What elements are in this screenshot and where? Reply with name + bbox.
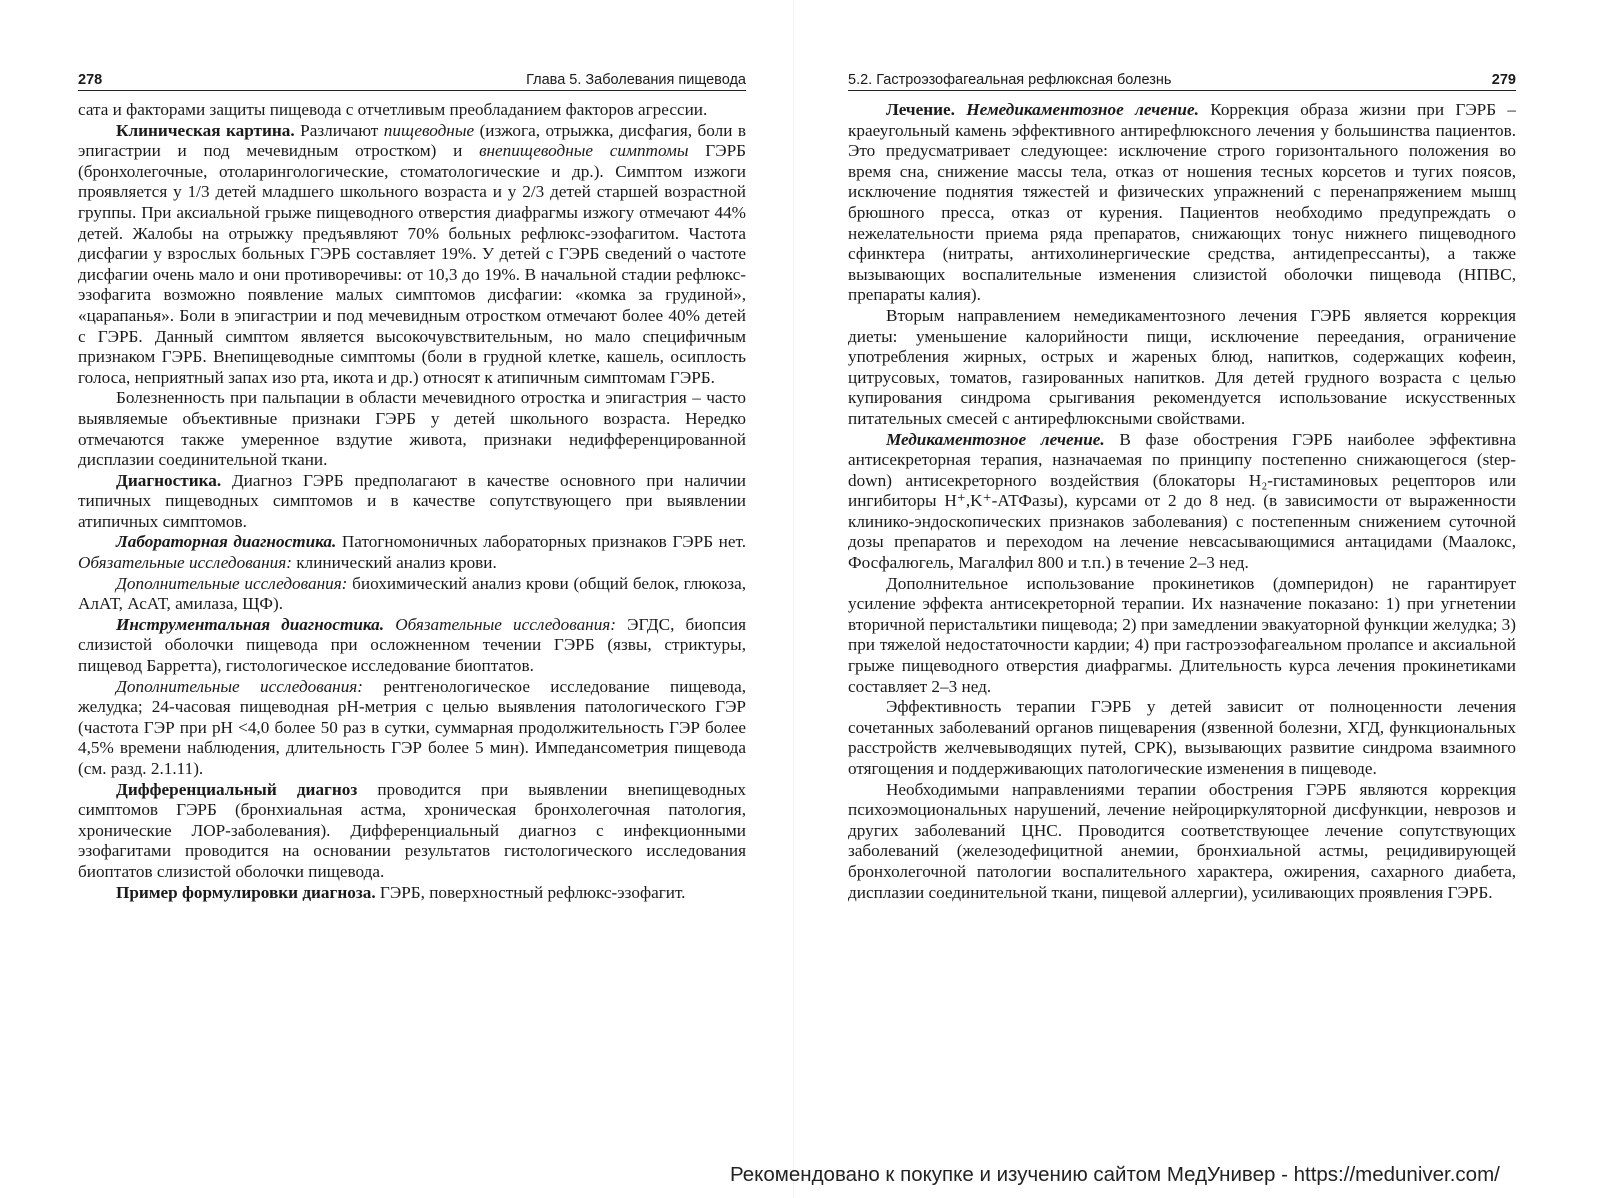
paragraph	[848, 574, 1516, 698]
paragraph	[78, 780, 746, 883]
paragraph	[78, 574, 746, 615]
text-run: ЭГДС, биопсия слизистой оболочки пищевода при осложненном течении ГЭРБ (язвы, стриктуры, пищевод Барретта), гистологическое исследование биоптатов.	[78, 614, 746, 676]
paragraph	[848, 100, 1516, 306]
paragraph	[78, 615, 746, 677]
paragraph	[78, 388, 746, 470]
emphasized-text: Клиническая картина.	[116, 120, 295, 140]
paragraph	[78, 471, 746, 533]
left-page	[78, 72, 746, 903]
right-section-title: 5.2. Гастроэзофагеальная рефлюксная болезнь	[848, 72, 1172, 88]
text-run: Диагноз ГЭРБ предполагают в качестве основного при наличии типичных пищеводных симптомов и в качестве сопутствующего при выявлении атипичных симптомов.	[78, 470, 746, 531]
text-run: рентгенологическое исследование пищевода, желудка; 24-часовая пищеводная pH-метрия с целью выявления патологического ГЭР (частота ГЭР при pH <4,0 более 50 раз в сутки, суммарная продолжительность ГЭР более 4,5% времени наблюдения, длительность ГЭР более 5 мин). Импедансометрия пищевода (см. разд. 2.1.11).	[78, 676, 746, 778]
text-run: Дополнительное использование прокинетиков (домперидон) не гарантирует усиление эффекта антисекреторной терапии. Их назначение показано: 1) при угнетении вторичной перистальтики пищевода; 2) при замедлении эвакуаторной функции желудка; 3) при тяжелой недостаточности кардии; 4) при гастроэзофагеальном пролапсе и аксиальной грыже пищеводного отверстия диафрагмы. Длительность курса лечения прокинетиками составляет 2–3 нед.	[848, 573, 1516, 696]
emphasized-text: Пример формулировки диагноза.	[116, 882, 376, 902]
emphasized-text: внепищеводные симптомы	[479, 141, 689, 161]
paragraph	[78, 883, 746, 904]
paragraph	[78, 677, 746, 780]
paragraph	[848, 780, 1516, 904]
text-run	[384, 615, 395, 634]
text-run: Болезненность при пальпации в области мечевидного отростка и эпигастрия – часто выявляемые объективные признаки ГЭРБ у детей школьного возраста. Нередко отмечаются также умеренное вздутие живота, признаки недифференцированной дисплазии соединительной ткани.	[78, 388, 746, 470]
text-run: (изжога, отрыжка, дисфагия, боли в эпигастрии и под мечевидным отростком) и	[78, 120, 746, 161]
paragraph	[78, 532, 746, 573]
right-page-body	[848, 100, 1516, 903]
text-run: Необходимыми направлениями терапии обострения ГЭРБ являются коррекция психоэмоциональных нарушений, лечение нейроциркуляторной дисфункции, неврозов и других заболеваний ЦНС. Проводится соответствующее лечение сопутствующих заболеваний (железодефицитной анемии, бронхиальной астмы, рецидивирующей бронхолегочной патологии воспалительного характера, ожирения, сахарного диабета, дисплазии соединительной ткани, пищевой аллергии), усиливающих проявления ГЭРБ.	[848, 779, 1516, 902]
text-run: биохимический анализ крови (общий белок, глюкоза, АлАТ, АсАТ, амилаза, ЩФ).	[78, 573, 746, 614]
emphasized-text: Медикаментозное лечение.	[886, 429, 1105, 449]
left-running-head	[78, 72, 746, 91]
text-run: Эффективность терапии ГЭРБ у детей зависит от полноценности лечения сочетанных заболеваний органов пищеварения (язвенной болезни, ХГД, функциональных расстройств желчевыводящих путей, СРК), вызывающих развитие синдрома взаимного отягощения и поддерживающих патологические изменения в пищеводе.	[848, 697, 1516, 778]
paragraph	[78, 100, 746, 121]
text-run: Патогномоничных лабораторных признаков ГЭРБ нет.	[336, 532, 746, 552]
text-run: ГЭРБ (бронхолегочные, отоларингологические, стоматологические и др.). Симптом изжоги проявляется у 1/3 детей младшего школьного возраста и у 2/3 детей старшей возрастной группы. При аксиальной грыже пищеводного отверстия диафрагмы изжогу отмечают 44% детей. Жалобы на отрыжку предъявляют 70% больных рефлюкс-эзофагитом. Частота дисфагии у взрослых больных ГЭРБ составляет 19%. У детей с ГЭРБ сведений о частоте дисфагии очень мало и они противоречивы: от 10,3 до 19%. В начальной стадии рефлюкс-эзофагита возможно появление малых симптомов дисфагии: «комка за грудиной», «царапанья». Боли в эпигастрии и под мечевидным отростком отмечают более 40% детей с ГЭРБ. Данный симптом является высокочувствительным, но мало специфичным признаком ГЭРБ. Внепищеводные симптомы (боли в грудной клетке, кашель, осиплость голоса, неприятный запах изо рта, икота и др.) относят к атипичным симптомам ГЭРБ.	[78, 141, 746, 387]
text-run: Различают	[294, 120, 384, 140]
footer-recommendation: Рекомендовано к покупке и изучению сайтом МедУнивер - https://meduniver.com/	[730, 1163, 1500, 1186]
text-run: клинический анализ крови.	[291, 553, 497, 573]
book-gutter	[793, 0, 794, 1198]
emphasized-text: Обязательные исследования:	[78, 553, 292, 573]
emphasized-text: Немедикаментозное лечение.	[966, 100, 1199, 119]
text-run	[955, 100, 966, 119]
paragraph	[78, 121, 746, 389]
right-page	[848, 72, 1516, 903]
right-page-number: 279	[1491, 72, 1516, 88]
text-run: ГЭРБ, поверхностный рефлюкс-эзофагит.	[375, 882, 686, 902]
emphasized-text: Дифференциальный диагноз	[116, 779, 358, 799]
right-running-head	[848, 72, 1516, 91]
left-page-body	[78, 100, 746, 903]
emphasized-text: Дополнительные исследования:	[116, 676, 364, 696]
paragraph	[848, 697, 1516, 779]
text-run: проводится при выявлении внепищеводных симптомов ГЭРБ (бронхиальная астма, хроническая бронхолегочная патология, хронические ЛОР-заболевания). Дифференциальный диагноз с инфекционными эзофагитами проводится на основании результатов гистологического исследования биоптатов слизистой оболочки пищевода.	[78, 779, 746, 881]
emphasized-text: Инструментальная диагностика.	[116, 614, 385, 634]
paragraph	[848, 306, 1516, 430]
emphasized-text: пищеводные	[383, 120, 475, 140]
emphasized-text: Диагностика.	[116, 470, 222, 490]
emphasized-text: Дополнительные исследования:	[116, 573, 348, 593]
text-run: Коррекция образа жизни при ГЭРБ – краеугольный камень эффективного антирефлюксного лечения у большинства пациентов. Это предусматривает следующее: исключение строго горизонтального положения во время сна, снижение массы тела, отказ от ношения тесных корсетов и тугих поясов, исключение поднятия тяжестей и физических упражнений с перенапряжением мышц брюшного пресса, отказ от курения. Пациентов необходимо предупреждать о нежелательности приема ряда препаратов, снижающих тонус нижнего пищеводного сфинктера (нитраты, антихолинергические средства, антидепрессанты), а также вызывающих воспалительные изменения слизистой оболочки пищевода (НПВС, препараты калия).	[848, 100, 1516, 305]
emphasized-text: Лечение.	[886, 100, 955, 119]
emphasized-text: Обязательные исследования:	[395, 614, 617, 634]
emphasized-text: Лабораторная диагностика.	[116, 532, 337, 552]
text-run: Вторым направлением немедикаментозного лечения ГЭРБ является коррекция диеты: уменьшение калорийности пищи, исключение переедания, ограничение употребления жирных, острых и жареных блюд, напитков, содержащих кофеин, цитрусовых, томатов, газированных напитков. Для детей грудного возраста с целью купирования синдрома срыгивания рекомендуется использование искусственных питательных смесей с антирефлюксными свойствами.	[848, 305, 1516, 428]
left-page-number: 278	[78, 72, 103, 88]
paragraph	[848, 430, 1516, 574]
text-run: В фазе обострения ГЭРБ наиболее эффективна антисекреторная терапия, назначаемая по принципу постепенно снижающегося (step-down) антисекреторного воздействия (блокаторы H₂-гистаминовых рецепторов или ингибиторы H⁺,K⁺-АТФазы), курсами от 2 до 8 нед. (в зависимости от выраженности клинико-эндоскопических признаков заболевания) с постепенным снижением суточной дозы препаратов и переходом на лечение невсасывающимися антацидами (Маалокс, Фосфалюгель, Магалфил 800 и т.п.) в течение 2–3 нед.	[848, 429, 1517, 573]
left-chapter-title: Глава 5. Заболевания пищевода	[526, 72, 746, 88]
text-run: сата и факторами защиты пищевода с отчетливым преобладанием факторов агрессии.	[78, 100, 708, 119]
